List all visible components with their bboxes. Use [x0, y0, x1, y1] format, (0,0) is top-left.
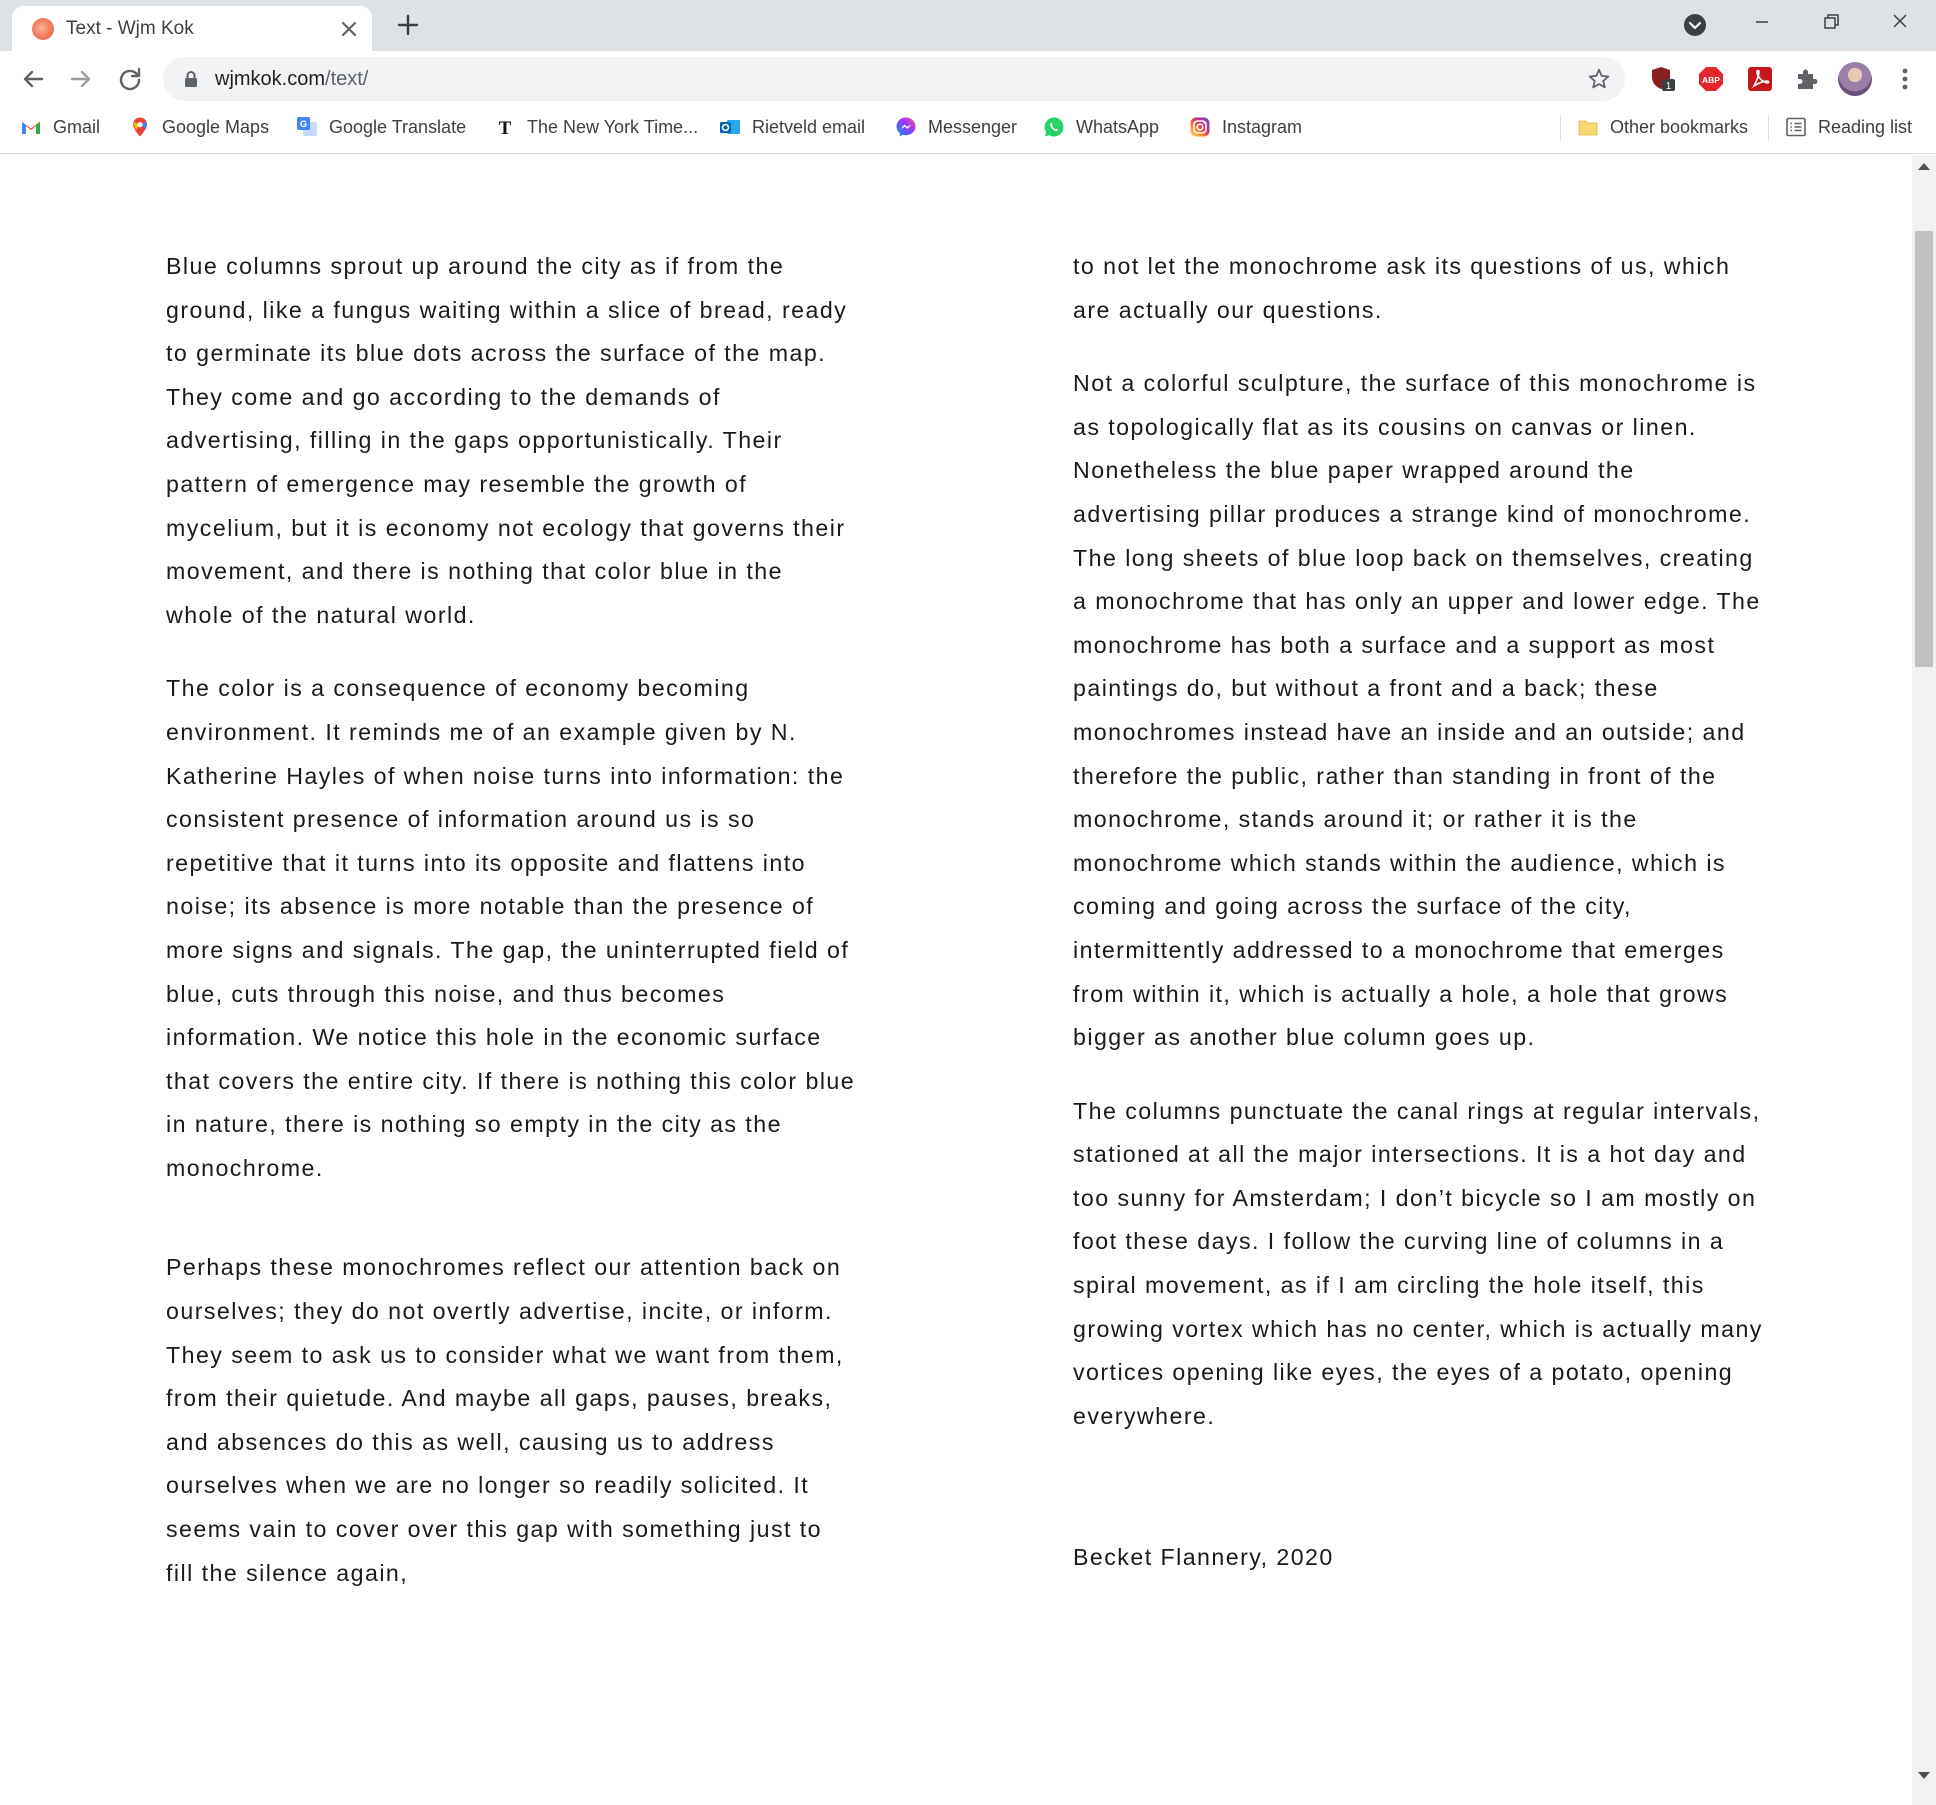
article-paragraph: to not let the monochrome ask its questions of us, which are actually our questions. — [1073, 253, 1731, 323]
extensions-puzzle-icon[interactable] — [1793, 65, 1821, 93]
url-path: /text/ — [325, 68, 369, 90]
kebab-menu-icon[interactable] — [1890, 64, 1920, 94]
bookmark-label: Google Maps — [162, 116, 270, 137]
window-minimize-icon[interactable] — [1740, 6, 1784, 38]
new-tab-plus-icon[interactable] — [393, 10, 423, 40]
profile-avatar[interactable] — [1838, 62, 1872, 96]
bookmark-label: Rietveld email — [752, 116, 866, 137]
adblock-label: ABP — [1702, 75, 1720, 85]
bookmark-other-bookmarks[interactable] — [1577, 107, 1748, 147]
folder-icon — [1577, 116, 1599, 138]
forward-arrow-icon[interactable] — [66, 64, 96, 94]
bookmark-label: Reading list — [1818, 116, 1913, 137]
whatsapp-icon — [1043, 116, 1065, 138]
bookmark-label: WhatsApp — [1076, 116, 1160, 137]
bookmark-gmail[interactable] — [20, 107, 100, 147]
bookmark-google-translate[interactable] — [296, 107, 466, 147]
acrobat-pdf-icon[interactable] — [1746, 65, 1774, 93]
reading-list-button[interactable] — [1785, 107, 1912, 147]
gmail-icon — [20, 116, 42, 138]
window-restore-icon[interactable] — [1808, 6, 1852, 38]
bookmark-whatsapp[interactable] — [1043, 107, 1159, 147]
tab-close-icon[interactable] — [336, 16, 362, 42]
bookmark-label: The New York Time... — [527, 116, 699, 137]
tab-strip — [0, 0, 1936, 51]
scrollbar-thumb[interactable] — [1915, 231, 1933, 667]
messenger-icon — [895, 116, 917, 138]
nyt-icon — [494, 116, 516, 138]
tab-title: Text - Wjm Kok — [66, 18, 194, 39]
back-arrow-icon[interactable] — [18, 64, 48, 94]
address-bar[interactable] — [163, 57, 1625, 101]
bookmark-label: Google Translate — [329, 116, 467, 137]
author-signature: Becket Flannery, 2020 — [1073, 1544, 1334, 1571]
page-viewport — [0, 155, 1912, 1805]
reload-icon[interactable] — [115, 64, 145, 94]
article-paragraph: Blue columns sprout up around the city as if from the ground, like a fungus waiting within a slice of bread, ready to germinate its blue dots across the surface of the map. They come and go according to the demands of advertising, filling in the gaps opportunistically. Their pattern of emergence may resemble the growth of mycelium, but it is economy not ecology that governs their movement, and there is nothing that color blue in the whole of the natural world. — [166, 253, 848, 628]
vertical-scrollbar[interactable] — [1912, 155, 1936, 1805]
bookmark-star-icon[interactable] — [1587, 67, 1611, 91]
reading-list-icon — [1785, 116, 1807, 138]
bookmarks-divider — [1560, 115, 1561, 141]
instagram-icon — [1189, 116, 1211, 138]
url-text[interactable] — [215, 68, 368, 91]
window-close-icon[interactable] — [1878, 6, 1922, 38]
article-paragraph: Perhaps these monochromes reflect our attention back on ourselves; they do not overtly advertise, incite, or inform. They seem to ask us to consider what we want from them, from their quietude. And maybe all gaps, pauses, breaks, and absences do this as well, causing us to address ourselves when we are no longer so readily solicited. It seems vain to cover over this gap with something just to fill the silence again, — [166, 1254, 844, 1586]
bookmark-messenger[interactable] — [895, 107, 1017, 147]
maps-pin-icon — [129, 116, 151, 138]
article-paragraph: The columns punctuate the canal rings at regular intervals, stationed at all the major intersections. It is a hot day and too sunny for Amsterdam; I don’t bicycle so I am mostly on foot these days. I follow the curving line of columns in a spiral movement, as if I am circling the hole itself, this growing vortex which has no center, which is actually many vortices opening like eyes, the eyes of a potato, opening everywhere. — [1073, 1097, 1763, 1429]
outlook-icon — [719, 116, 741, 138]
bookmark-label: Gmail — [53, 116, 101, 137]
article-paragraph: The color is a consequence of economy becoming environment. It reminds me of an example given by N. Katherine Hayles of when noise turns into information: the consistent presence of information around us is so repetitive that it turns into its opposite and flattens into noise; its absence is more notable than the presence of more signs and signals. The gap, the uninterrupted field of blue, cuts through this noise, and thus becomes information. We notice this hole in the economic surface that covers the entire city. If there is nothing this color blue in nature, there is nothing so empty in the city as the monochrome. — [166, 675, 856, 1181]
tab-search-icon[interactable] — [1682, 12, 1708, 38]
extension-badge-count: 1 — [1665, 81, 1672, 92]
bookmark-google-maps[interactable] — [129, 107, 269, 147]
scroll-up-arrow-icon[interactable] — [1918, 163, 1930, 170]
browser-toolbar — [0, 51, 1936, 107]
url-host: wjmkok.com — [215, 68, 326, 90]
translate-icon — [296, 116, 318, 138]
bookmarks-bar — [0, 107, 1936, 154]
adblock-plus-icon[interactable] — [1697, 65, 1725, 93]
bookmark-instagram[interactable] — [1189, 107, 1302, 147]
shield-extension-icon[interactable] — [1649, 65, 1677, 93]
lock-icon[interactable] — [181, 69, 201, 89]
tab-active[interactable] — [12, 6, 372, 51]
bookmark-label: Messenger — [928, 116, 1018, 137]
article-column-left — [166, 245, 856, 1625]
bookmark-label: Other bookmarks — [1610, 116, 1749, 137]
scroll-down-arrow-icon[interactable] — [1918, 1772, 1930, 1779]
svg-text:G: G — [299, 119, 308, 129]
bookmarks-divider — [1768, 115, 1769, 141]
article-column-right — [1073, 245, 1763, 1610]
svg-text:T: T — [498, 118, 512, 138]
bookmark-rietveld-email[interactable] — [719, 107, 865, 147]
article-paragraph: Not a colorful sculpture, the surface of this monochrome is as topologically flat as its cousins on canvas or linen. Nonetheless the blue paper wrapped around the advertising pillar produces a strange kind of monochrome. The long sheets of blue loop back on themselves, creating a monochrome that has only an upper and lower edge. The monochrome has both a surface and a support as most paintings do, but without a front and a back; these monochromes instead have an inside and an outside; and therefore the public, rather than standing in front of the monochrome, stands around it; or rather it is the monochrome which stands within the audience, which is coming and going across the surface of the city, intermittently addressed to a monochrome that emerges from within it, which is actually a hole, a hole that grows bigger as another blue column goes up. — [1073, 370, 1761, 1051]
bookmark-new-york-times[interactable] — [494, 107, 698, 147]
site-favicon-icon — [32, 18, 54, 40]
bookmark-label: Instagram — [1222, 116, 1303, 137]
